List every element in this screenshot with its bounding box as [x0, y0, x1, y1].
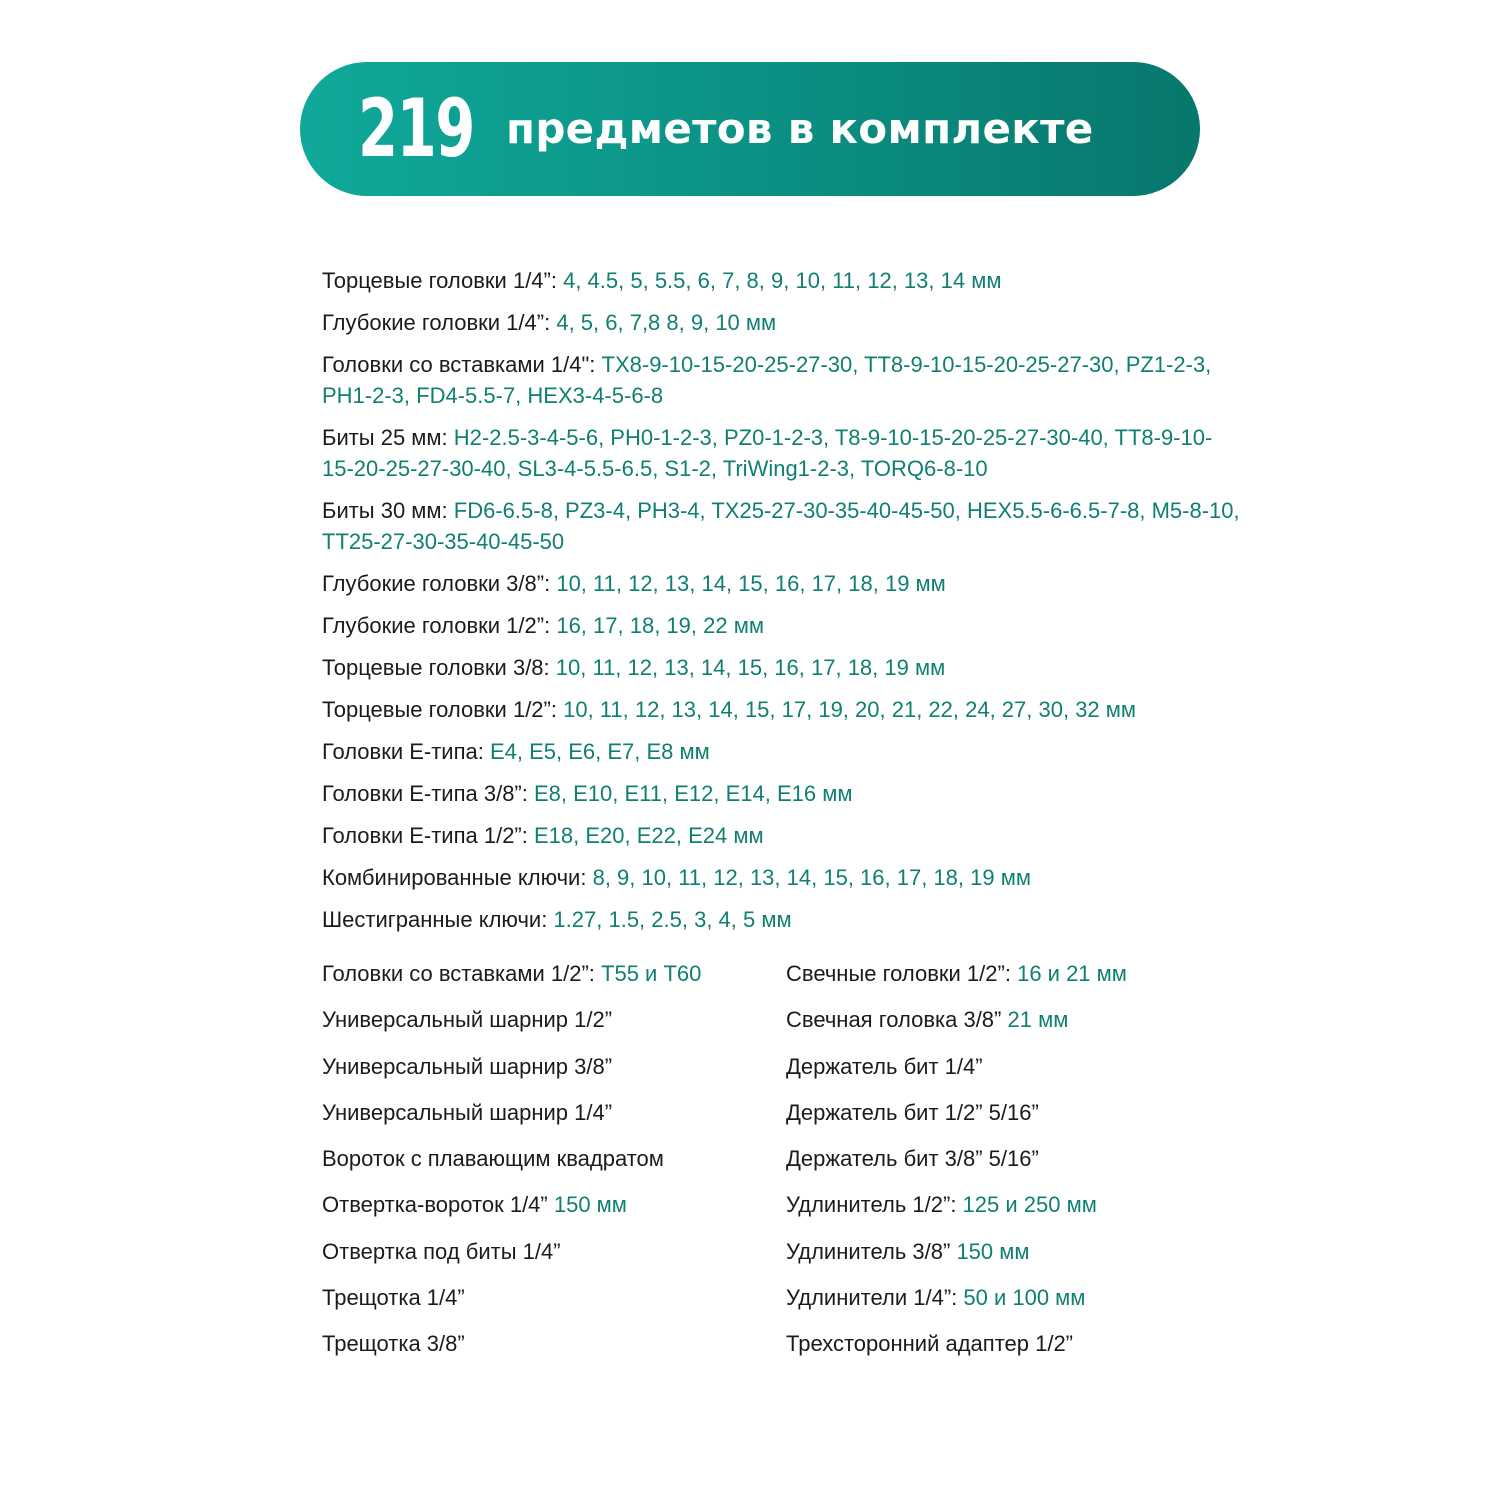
list-item [322, 652, 1242, 683]
item-label: Биты 25 мм: [322, 425, 454, 450]
list-item [322, 778, 1242, 809]
list-item [322, 904, 1242, 935]
list-item [322, 495, 1242, 557]
list-item [322, 736, 1242, 767]
item-label: Вороток с плавающим квадратом [322, 1146, 664, 1172]
item-label: Глубокие головки 1/2”: [322, 613, 557, 638]
item-value: 16 и 21 мм [1017, 961, 1127, 986]
item-value: H2-2.5-3-4-5-6, PH0-1-2-3, PZ0-1-2-3, T8-9-10-15-20-25-27-30-40, TT8-9-10-15-20-25-27-30-40, SL3-4-5.5-6.5, S1-2, TriWing1-2-3, TORQ6-8-10 [322, 425, 1213, 481]
item-value: 125 и 250 мм [962, 1192, 1097, 1218]
item-label: Глубокие головки 3/8”: [322, 571, 557, 596]
item-value: T55 и T60 [601, 961, 702, 986]
item-label: Головки Е-типа: [322, 739, 490, 764]
item-value: 50 и 100 мм [963, 1285, 1086, 1311]
header-banner [300, 62, 1200, 196]
item-label: Биты 30 мм: [322, 498, 454, 523]
grid-item [786, 1233, 1202, 1279]
item-value: FD6-6.5-8, PZ3-4, PH3-4, TX25-27-30-35-40-45-50, HEX5.5-6-6.5-7-8, M5-8-10, TT25-27-30-35-40-45-50 [322, 498, 1240, 554]
item-label: Держатель бит 1/4” [786, 1053, 983, 1079]
item-value: 4, 4.5, 5, 5.5, 6, 7, 8, 9, 10, 11, 12, 13, 14 мм [563, 268, 1002, 293]
item-label: Универсальный шарнир 1/2” [322, 1007, 613, 1033]
grid-item [786, 1186, 1202, 1232]
grid-item [786, 1048, 1202, 1094]
list-item [322, 862, 1242, 893]
grid-item [786, 1325, 1202, 1371]
grid-item [786, 1094, 1202, 1140]
item-label: Трещотка 3/8” [322, 1331, 465, 1357]
grid-item [786, 955, 1202, 1001]
header-title: предметов в комплекте [506, 104, 1094, 153]
list-item [322, 568, 1242, 599]
grid-item [786, 1140, 1202, 1186]
item-label: Трещотка 1/4” [322, 1285, 465, 1311]
grid-item [322, 1094, 786, 1140]
item-value: 10, 11, 12, 13, 14, 15, 16, 17, 18, 19 мм [555, 655, 946, 680]
list-item [322, 307, 1242, 338]
item-label: Головки Е-типа 1/2”: [322, 823, 534, 848]
list-item [322, 610, 1242, 641]
item-label: Головки со вставками 1/2”: [322, 961, 602, 986]
list-item [322, 349, 1242, 411]
grid-item [322, 1186, 786, 1232]
item-label: Торцевые головки 3/8: [322, 655, 556, 680]
item-label: Комбинированные ключи: [322, 865, 593, 890]
item-value: 150 мм [956, 1238, 1030, 1264]
item-label: Держатель бит 1/2” 5/16” [786, 1099, 1039, 1125]
item-value: E4, E5, E6, E7, E8 мм [489, 739, 710, 764]
item-value: 10, 11, 12, 13, 14, 15, 16, 17, 18, 19 мм [556, 571, 946, 596]
item-value: E8, E10, E11, E12, E14, E16 мм [534, 781, 853, 806]
item-label: Свечная головка 3/8” [786, 1007, 1008, 1033]
item-value: E18, E20, E22, E24 мм [534, 823, 764, 848]
item-label: Глубокие головки 1/4”: [322, 310, 557, 335]
item-value: 8, 9, 10, 11, 12, 13, 14, 15, 16, 17, 18, 19 мм [592, 865, 1031, 890]
item-label: Удлинитель 3/8” [786, 1238, 957, 1264]
item-label: Держатель бит 3/8” 5/16” [786, 1146, 1039, 1172]
item-label: Торцевые головки 1/4”: [322, 268, 564, 293]
item-label: Торцевые головки 1/2”: [322, 697, 564, 722]
item-value: 16, 17, 18, 19, 22 мм [556, 613, 764, 638]
grid-item [322, 955, 786, 1001]
grid-item [322, 1048, 786, 1094]
item-value: TX8-9-10-15-20-25-27-30, TT8-9-10-15-20-25-27-30, PZ1-2-3, PH1-2-3, FD4-5.5-7, HEX3-4-5-6-8 [322, 352, 1212, 408]
item-label: Головки со вставками 1/4": [322, 352, 602, 377]
item-label: Отвертка под биты 1/4” [322, 1238, 561, 1264]
grid-item [322, 1140, 786, 1186]
item-count: 219 [358, 82, 474, 175]
item-label: Универсальный шарнир 3/8” [322, 1053, 613, 1079]
grid-item [786, 1279, 1202, 1325]
item-label: Свечные головки 1/2”: [786, 961, 1018, 986]
item-label: Удлинитель 1/2”: [786, 1192, 963, 1218]
grid-item [322, 1001, 786, 1047]
item-label: Трехсторонний адаптер 1/2” [786, 1331, 1074, 1357]
item-value: 10, 11, 12, 13, 14, 15, 17, 19, 20, 21, 22, 24, 27, 30, 32 мм [563, 697, 1137, 722]
list-item [322, 820, 1242, 851]
list-item [322, 265, 1242, 296]
grid-item [322, 1279, 786, 1325]
item-label: Отвертка-вороток 1/4” [322, 1192, 554, 1218]
item-label: Удлинители 1/4”: [786, 1285, 964, 1311]
contents-list [322, 265, 1242, 946]
grid-item [322, 1325, 786, 1371]
list-item [322, 422, 1242, 484]
grid-item [786, 1001, 1202, 1047]
item-value: 150 мм [553, 1192, 627, 1218]
item-value: 1.27, 1.5, 2.5, 3, 4, 5 мм [553, 907, 792, 932]
item-label: Универсальный шарнир 1/4” [322, 1099, 613, 1125]
item-value: 21 мм [1007, 1007, 1069, 1033]
list-item [322, 694, 1242, 725]
grid-item [322, 1233, 786, 1279]
contents-grid [322, 955, 1202, 1372]
item-label: Шестигранные ключи: [322, 907, 554, 932]
item-label: Головки Е-типа 3/8”: [322, 781, 534, 806]
item-value: 4, 5, 6, 7,8 8, 9, 10 мм [556, 310, 777, 335]
